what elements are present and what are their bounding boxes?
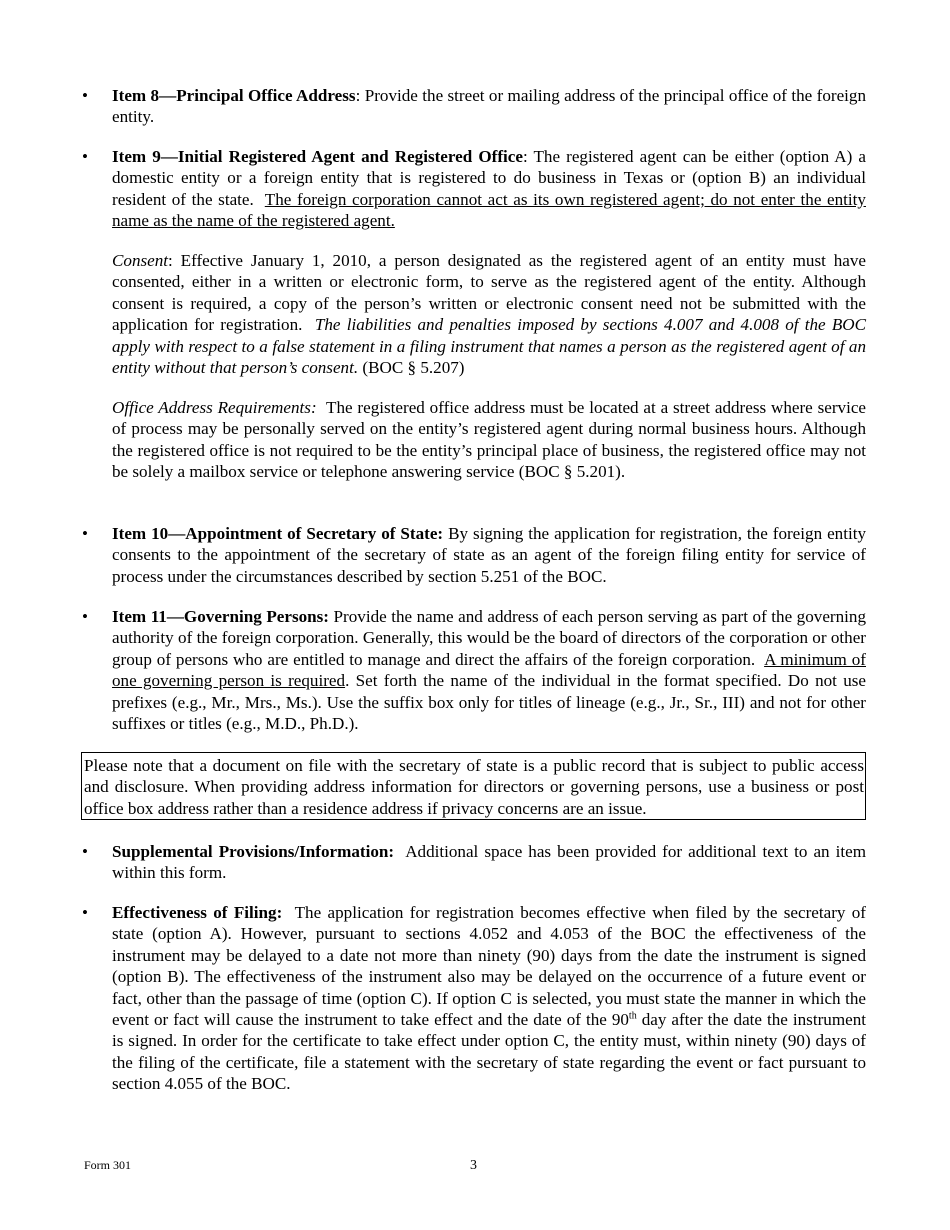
item-11-text-after: . Set forth the name of the individual in the format specified. Do not use prefixes (e.g., Mr., Mrs., Ms.). Use the suffix box only for titles of lineage (e.g., Jr., Sr., III) and not for other suffixes or titles (e.g., M.D., Ph.D.). [112, 671, 866, 734]
item-11-paragraph [112, 606, 866, 734]
consent-text: : Effective January 1, 2010, a person designated as the registered agent of an entity must have consented, either in a written or electronic form, to serve as the registered agent of the entity. Although consent is required, a copy of the person’s written or electronic consent need not be submitted with the application for registration. [112, 251, 866, 335]
bullet-effectiveness: • [82, 903, 88, 922]
bullet-item-9: • [82, 147, 88, 166]
item-11-underlined-requirement: A minimum of one governing person is required [112, 649, 866, 691]
consent-italic-text: The liabilities and penalties imposed by sections 4.007 and 4.008 of the BOC apply with respect to a false statement in a filing instrument that names a person as the registered agent of an entity without that person’s consent. [112, 315, 867, 378]
consent-label: Consent [112, 251, 169, 270]
item-9-text: : The registered agent can be either (option A) a domestic entity or a foreign entity that is registered to do business in Texas or (option B) an individual resident of the state. [112, 147, 866, 209]
footer-form-label: Form 301 [84, 1158, 132, 1172]
item-9-underlined-warning: The foreign corporation cannot act as its own registered agent; do not enter the entity name as the name of the registered agent. [112, 189, 866, 231]
bullet-item-11: • [82, 607, 88, 626]
item-8-paragraph [112, 85, 866, 128]
effectiveness-superscript: th [628, 1010, 637, 1022]
supplemental-paragraph [112, 841, 866, 884]
effectiveness-paragraph [112, 902, 866, 1095]
item-8-heading: Item 8—Principal Office Address [112, 86, 356, 105]
office-address-text: The registered office address must be located at a street address where service of process may be personally served on the entity’s registered agent during normal business hours. Although the registered office is not required to be the entity’s principal place of business, the registered office may not be solely a mailbox service or telephone answering service (BOC § 5.201). [112, 398, 866, 482]
effectiveness-heading: Effectiveness of Filing: [112, 903, 283, 922]
item-8-text: : Provide the street or mailing address of the principal office of the foreign entity. [112, 86, 867, 127]
item-10-text: By signing the application for registration, the foreign entity consents to the appointment of the secretary of state as an agent of the foreign filing entity for service of process under the circumstances described by section 5.251 of the BOC. [112, 524, 866, 586]
privacy-notice-box [81, 752, 866, 820]
consent-citation: (BOC § 5.207) [362, 358, 465, 378]
item-10-paragraph [112, 523, 866, 587]
effectiveness-text-after: day after the date the instrument is signed. In order for the certificate to take effect under option C, the entity must, within ninety (90) days of the filing of the certificate, file a statement with the secretary of state regarding the event or fact pursuant to section 4.055 of the BOC. [112, 1010, 866, 1094]
supplemental-heading: Supplemental Provisions/Information: [112, 842, 395, 861]
item-11-text-before: Provide the name and address of each person serving as part of the governing authority of the foreign corporation. Generally, this would be the board of directors of the corporation or other group of persons who are entitled to manage and direct the affairs of the foreign corporation. [112, 607, 866, 669]
office-address-label: Office Address Requirements: [112, 398, 317, 417]
item-9-paragraph [112, 146, 866, 232]
item-9-heading: Item 9—Initial Registered Agent and Registered Office [112, 147, 523, 166]
item-11-heading: Item 11—Governing Persons: [112, 607, 329, 626]
consent-paragraph [112, 250, 866, 378]
bullet-item-8: • [82, 86, 88, 105]
item-10-heading: Item 10—Appointment of Secretary of State: [112, 524, 444, 543]
office-address-paragraph [112, 397, 866, 483]
bullet-item-10: • [82, 524, 88, 543]
bullet-supplemental: • [82, 842, 88, 861]
supplemental-text: Additional space has been provided for additional text to an item within this form. [112, 842, 866, 883]
effectiveness-text-before: The application for registration becomes effective when filed by the secretary of state (option A). However, pursuant to sections 4.052 and 4.053 of the BOC the effectiveness of the instrument may be delayed to a date not more than ninety (90) days from the date the instrument is signed (option B). The effectiveness of the instrument also may be delayed on the occurrence of a future event or fact, other than the passage of time (option C). If option C is selected, you must state the manner in which the event or fact will cause the instrument to take effect and the date of the 90 [112, 903, 866, 1030]
footer-page-number: 3 [470, 1158, 477, 1173]
privacy-notice-text: Please note that a document on file with the secretary of state is a public record that is subject to public access and disclosure. When providing address information for directors or governing persons, use a business or post office box address rather than a residence address if privacy concerns are an issue. [84, 756, 864, 818]
